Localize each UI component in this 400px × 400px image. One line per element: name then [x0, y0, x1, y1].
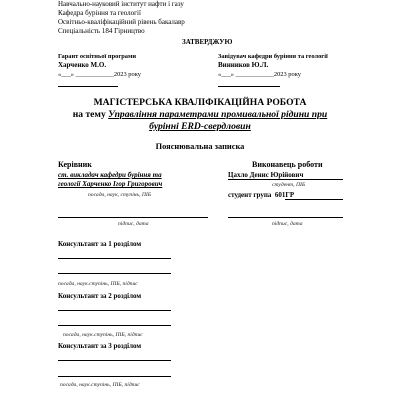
department-name: Кафедра буріння та геології	[58, 9, 141, 17]
group-label: студент група	[228, 191, 272, 199]
thesis-topic-line2: бурінні ERD-свердловин	[149, 121, 251, 132]
consultant-1-line-a	[58, 258, 171, 259]
consultant-1-caption: посада, наук.ступінь, ПІБ, підпис	[58, 281, 138, 287]
head-date: «___» ____________2023 року	[218, 71, 301, 78]
consultant-2-caption: посада, наук.ступінь, ПІБ, підпис	[63, 332, 143, 338]
consultant-1-line-b	[58, 273, 171, 274]
author-name: Цахло Денис Юрійович	[228, 171, 304, 179]
approval-title: ЗАТВЕРДЖУЮ	[182, 38, 233, 46]
thesis-heading: МАГІСТЕРСЬКА КВАЛІФІКАЦІЙНА РОБОТА	[93, 97, 307, 108]
head-sign-line	[218, 86, 280, 87]
supervisor-sign-caption: підпис, дата	[118, 221, 149, 227]
consultant-3-line-a	[58, 360, 171, 361]
head-role: Завідувач кафедри буріння та геології	[218, 53, 328, 60]
supervisor-line1: ст. викладач кафедри буріння та	[58, 171, 162, 179]
author-caption: студент, ПІБ	[272, 182, 306, 188]
author-sign-caption: підпис, дата	[272, 221, 303, 227]
consultant-3-line-b	[58, 376, 171, 377]
consultant-1-label: Консультант за 1 розділом	[58, 240, 142, 248]
supervisor-caption: посада, наук, ступінь, ПІБ	[88, 192, 152, 198]
thesis-topic-line1	[0, 109, 400, 120]
explanatory-note: Пояснювальна записка	[155, 142, 245, 151]
group-underline	[285, 199, 343, 200]
head-name: Винников Ю.Л.	[218, 61, 269, 69]
supervisor-line2: геології Харченко Ігор Григорович	[58, 180, 163, 188]
author-group	[228, 191, 294, 199]
topic-text-1: Управління параметрами промивальної рідини при	[108, 109, 328, 120]
guarantor-name: Харченко М.О.	[58, 61, 107, 69]
author-name-underline	[228, 179, 343, 180]
topic-prefix: на тему	[72, 109, 106, 120]
degree-level: Освітньо-кваліфікаційний рівень бакалавр	[58, 18, 185, 26]
guarantor-date: «___» ____________2023 року	[58, 71, 141, 78]
supervisor-label: Керівник	[58, 160, 92, 169]
author-sign-line	[228, 217, 343, 218]
institute-name: Навчально-науковий інститут нафти і газу	[58, 0, 184, 8]
consultant-3-label: Консультант за 3 розділом	[58, 342, 142, 350]
author-label: Виконавець роботи	[252, 160, 323, 169]
guarantor-sign-line	[58, 86, 118, 87]
guarantor-role: Гарант освітньої програми	[58, 53, 137, 60]
consultant-2-line-a	[58, 310, 171, 311]
supervisor-sign-line	[58, 217, 208, 218]
group-value: 601ГР	[274, 191, 295, 199]
consultant-3-caption: посада, наук.ступінь, ПІБ, підпис	[60, 382, 140, 388]
consultant-2-line-b	[58, 325, 171, 326]
specialty: Спеціальність 184 Гірництво	[58, 27, 145, 35]
consultant-2-label: Консультант за 2 розділом	[58, 292, 142, 300]
